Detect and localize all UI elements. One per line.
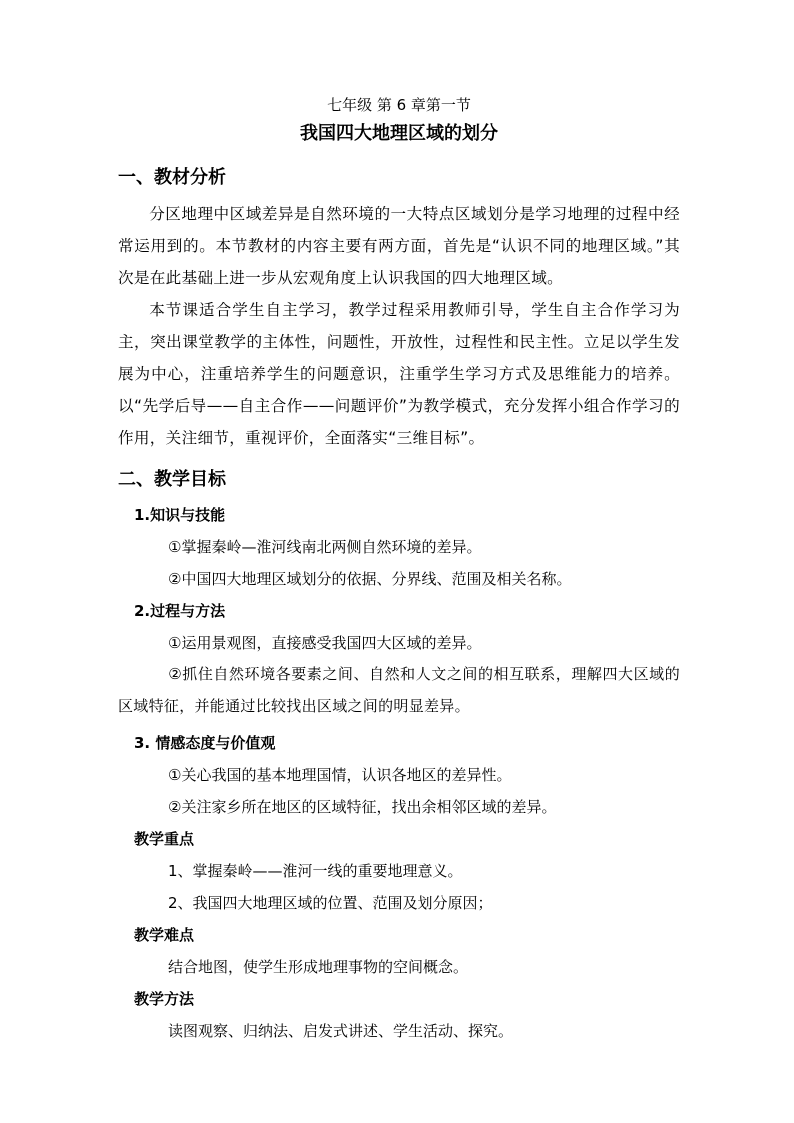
chapter-subtitle: 七年级 第 6 章第一节 [327,96,471,114]
page-title: 我国四大地理区域的划分 [300,123,498,144]
list-item: ②中国四大地理区域划分的依据、分界线、范围及相关名称。 [168,570,572,588]
subsection-heading-knowledge-skills: 1.知识与技能 [134,506,226,524]
paragraph: 本节课适合学生自主学习，教学过程采用教师引导，学生自主合作学习为主，突出课堂教学的主体性，问题性，开放性，过程性和民主性。立足以学生发展为中心，注重培养学生的问题意识，注重学生学习方式及思维能力的培养。以“先学后导——自主合作——问题评价”为教学模式，充分发挥小组合作学习的作用，关注细节，重视评价，全面落实“三维目标”。 [118,301,680,447]
list-item: ②关注家乡所在地区的区域特征，找出余相邻区域的差异。 [168,798,557,816]
list-item: 结合地图，使学生形成地理事物的空间概念。 [168,958,469,976]
paragraph: 分区地理中区域差异是自然环境的一大特点区域划分是学习地理的过程中经常运用到的。本节教材的内容主要有两方面，首先是“认识不同的地理区域。”其次是在此基础上进一步从宏观角度上认识我国的四大地理区域。 [118,205,680,287]
subsection-heading-process-method: 2.过程与方法 [134,602,226,620]
list-item: ①掌握秦岭—淮河线南北两侧自然环境的差异。 [168,538,482,556]
section-heading-material-analysis: 一、教材分析 [118,167,226,188]
subsection-heading-emotion-values: 3. 情感态度与价值观 [134,734,276,752]
list-item: 2、我国四大地理区域的位置、范围及划分原因； [168,894,493,912]
section-heading-teaching-goals: 二、教学目标 [118,469,226,490]
list-item: ②抓住自然环境各要素之间、自然和人文之间的相互联系，理解四大区域的区域特征，并能通过比较找出区域之间的明显差异。 [118,665,680,715]
heading-difficulties: 教学难点 [134,926,195,944]
heading-key-points: 教学重点 [134,830,195,848]
list-item: 读图观察、归纳法、启发式讲述、学生活动、探究。 [168,1022,514,1040]
list-item: ①运用景观图，直接感受我国四大区域的差异。 [168,634,482,652]
list-item: ①关心我国的基本地理国情，认识各地区的差异性。 [168,766,512,784]
list-item: 1、掌握秦岭——淮河一线的重要地理意义。 [168,862,463,880]
heading-methods: 教学方法 [134,990,195,1008]
